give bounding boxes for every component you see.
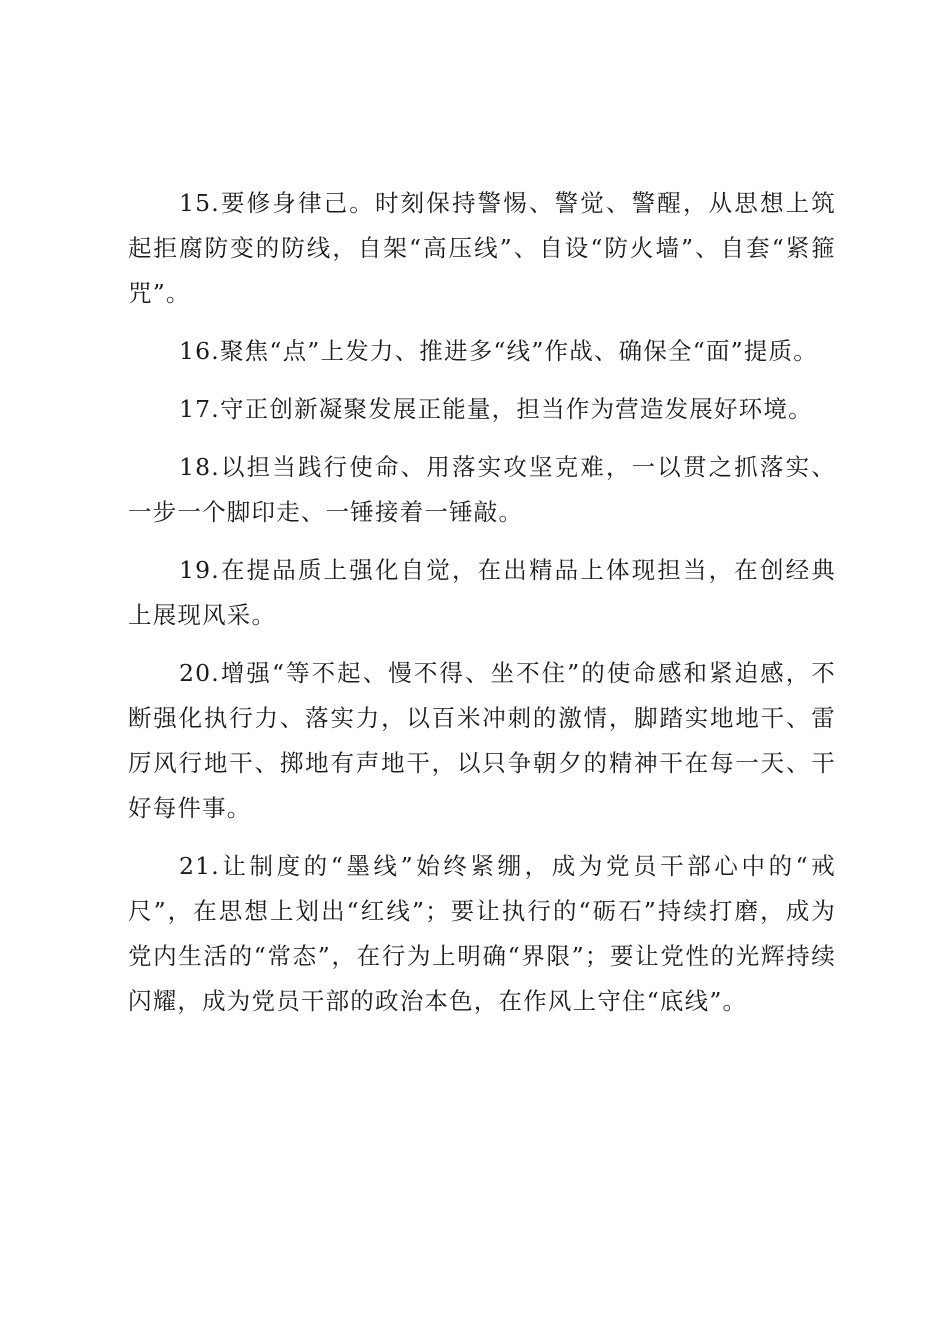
paragraph-19: 19.在提品质上强化自觉，在出精品上体现担当，在创经典上展现风采。 [128,556,836,629]
paragraph-17: 17.守正创新凝聚发展正能量，担当作为营造发展好环境。 [179,395,813,423]
paragraph-20: 20.增强“等不起、慢不得、坐不住”的使命感和紧迫感，不断强化执行力、落实力，以百米冲刺的激情，脚踏实地地干、雷厉风行地干、掷地有声地干，以只争朝夕的精神干在每一天、干好每件事。 [128,659,836,822]
document-body [128,181,836,1037]
paragraph-15: 15.要修身律己。时刻保持警惕、警觉、警醒，从思想上筑起拒腐防变的防线，自架“高压线”、自设“防火墙”、自套“紧箍咒”。 [128,189,836,307]
paragraph-18: 18.以担当践行使命、用落实攻坚克难，一以贯之抓落实、一步一个脚印走、一锤接着一锤敲。 [128,453,836,526]
paragraph-16: 16.聚焦“点”上发力、推进多“线”作战、确保全“面”提质。 [179,337,818,365]
paragraph-21: 21.让制度的“墨线”始终紧绷，成为党员干部心中的“戒尺”，在思想上划出“红线”；要让执行的“砺石”持续打磨，成为党内生活的“常态”，在行为上明确“界限”；要让党性的光辉持续闪耀，成为党员干部的政治本色，在作风上守住“底线”。 [128,852,836,1015]
